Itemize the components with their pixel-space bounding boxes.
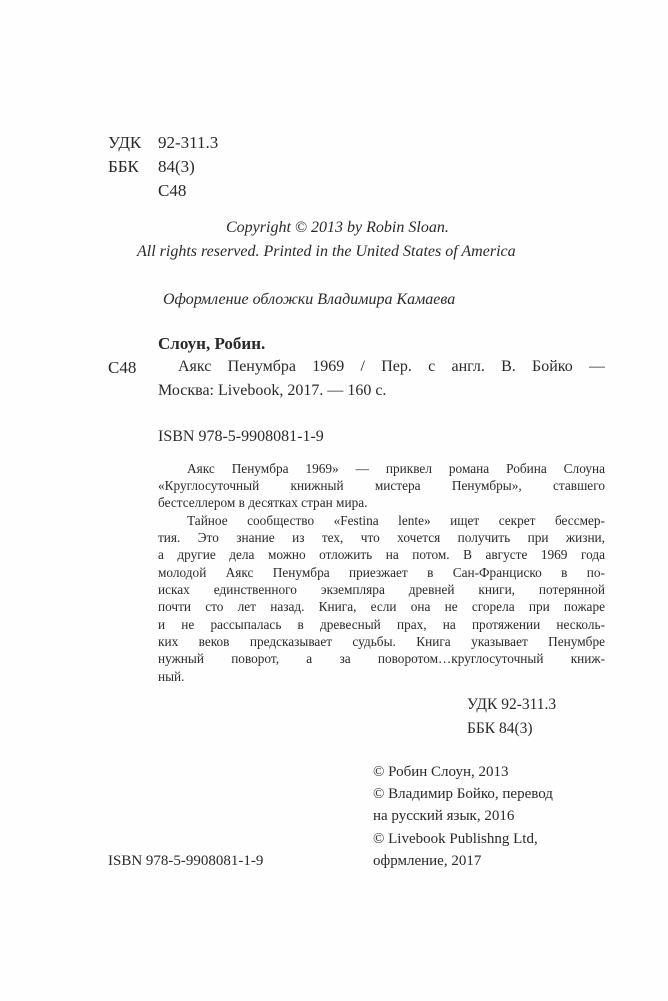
annotation-line: бестселлером в десятках стран мира.	[158, 495, 368, 510]
rights-line: офрмление, 2017	[373, 853, 482, 869]
annotation-line: ких веков предсказывает судьбы. Книга указывает Пенумбре	[158, 635, 605, 649]
footer-bbk: ББК 84(3)	[467, 720, 533, 737]
catalog-publisher-line: Москва: Livebook, 2017. — 160 с.	[158, 382, 387, 399]
annotation-line: а другие дела можно отложить на потом. В августе 1969 года	[158, 548, 605, 562]
footer-isbn: ISBN 978-5-9908081-1-9	[108, 853, 264, 869]
udk-label: УДК	[108, 133, 142, 152]
annotation-line: нужный поворот, а за поворотом…круглосуточный книж-	[158, 652, 605, 666]
catalog-title-line: Аякс Пенумбра 1969 / Пер. с англ. В. Бойко —	[178, 359, 605, 375]
catalog-author: Слоун, Робин.	[158, 334, 266, 353]
catalog-author-mark: С48	[108, 358, 137, 377]
rights-line: © Робин Слоун, 2013	[373, 764, 509, 780]
copyright-line: Copyright © 2013 by Robin Sloan.	[226, 219, 449, 236]
annotation-line: исках единственного экземпляра древней книги, потерянной	[158, 583, 605, 597]
udk-value: 92-311.3	[158, 133, 219, 152]
annotation-line: почти сто лет назад. Книга, если она не сгорела при пожаре	[158, 600, 605, 614]
annotation-line: молодой Аякс Пенумбра приезжает в Сан-Франциско в по-	[158, 566, 605, 580]
footer-udk: УДК 92-311.3	[467, 696, 557, 713]
rights-line: © Livebook Publishng Ltd,	[373, 831, 538, 847]
annotation-line: тия. Это знание из тех, что хочется получить при жизни,	[158, 531, 605, 545]
annotation-line: ный.	[158, 669, 185, 684]
copyright-line: All rights reserved. Printed in the United States of America	[137, 243, 516, 260]
annotation-line: Аякс Пенумбра 1969» — приквел романа Робина Слоуна	[187, 462, 605, 476]
annotation-line: Тайное сообщество «Festina lente» ищет секрет бессмер-	[187, 514, 605, 528]
catalog-isbn: ISBN 978-5-9908081-1-9	[158, 428, 324, 445]
bbk-label: ББК	[108, 157, 139, 176]
annotation-line: «Круглосуточный книжный мистера Пенумбры», ставшего	[158, 479, 605, 493]
bbk-value: 84(3)	[158, 157, 195, 176]
rights-line: на русский язык, 2016	[373, 808, 515, 824]
author-mark: С48	[158, 181, 187, 200]
cover-credit: Оформление обложки Владимира Камаева	[163, 291, 456, 308]
annotation-line: и не рассыпалась в древесный прах, на протяжении несколь-	[158, 618, 605, 632]
rights-line: © Владимир Бойко, перевод	[373, 786, 553, 802]
